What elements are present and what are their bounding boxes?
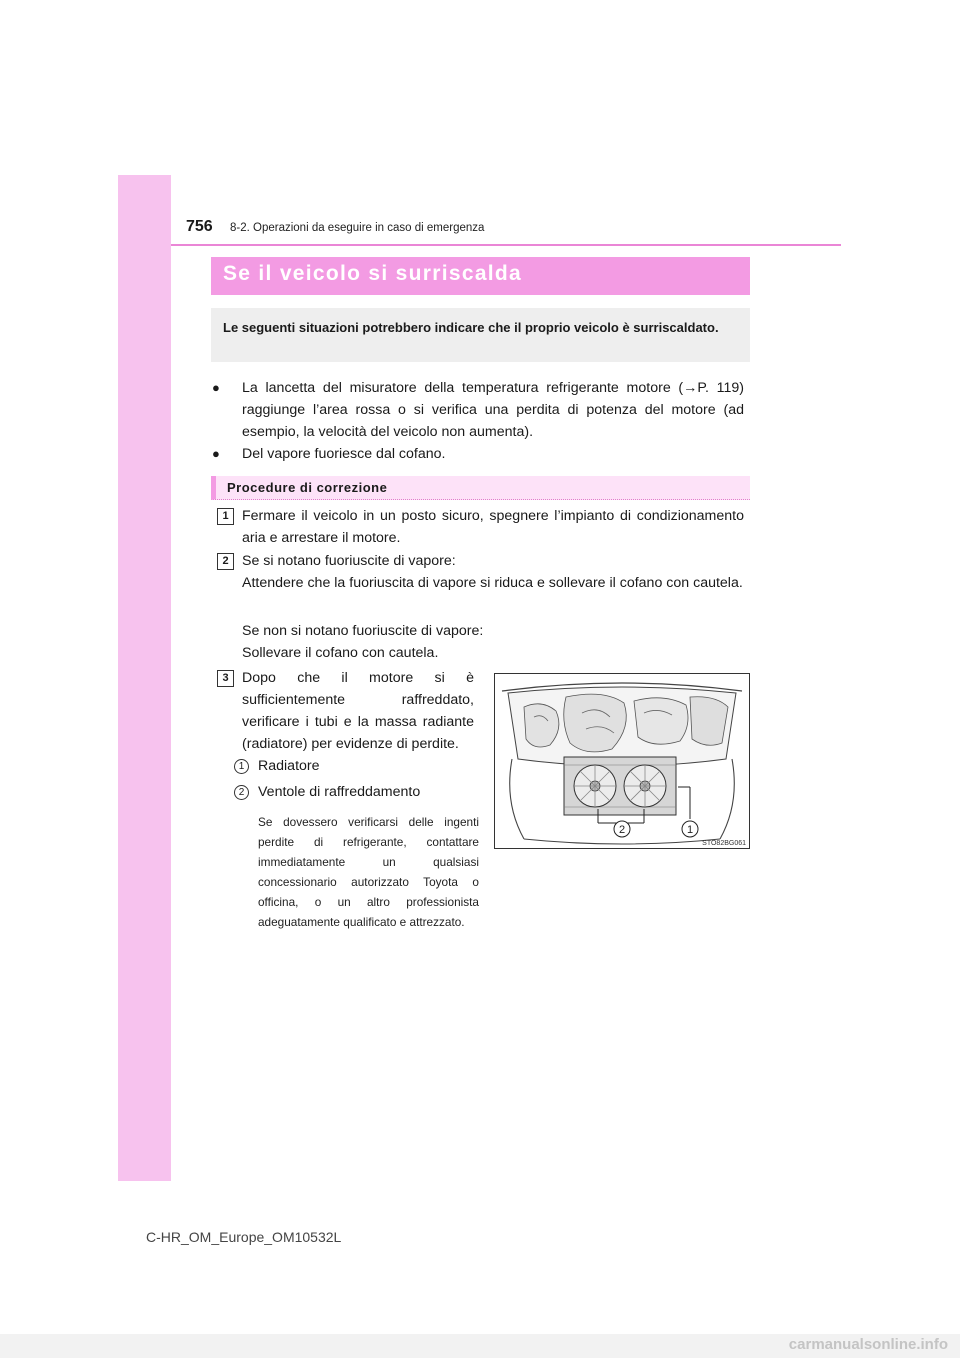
bullet-icon: ● [212, 446, 220, 461]
footer-code: C-HR_OM_Europe_OM10532L [146, 1229, 342, 1245]
step-2-line-2: Attendere che la fuoriuscita di vapore si riduca e sollevare il cofano con cautela. [242, 575, 743, 591]
callout-1: 1 [686, 824, 694, 836]
step-3-text: Dopo che il motore si è sufficientemente raffreddato, verificare i tubi e la massa radiante (radiatore) per evidenze di perdite. [242, 670, 474, 752]
legend-label-radiator: Radiatore [258, 758, 320, 774]
watermark-text: carmanualsonline.info [788, 1336, 948, 1353]
page-number: 756 [186, 218, 213, 235]
engine-bay-drawing [494, 673, 750, 849]
intro-box: Le seguenti situazioni potrebbero indicare che il proprio veicolo è surriscaldato. [211, 308, 750, 362]
header-rule [171, 244, 841, 246]
figure-code: STO82BG061 [702, 840, 746, 847]
chapter-title: 8-2. Operazioni da eseguire in caso di emergenza [230, 222, 485, 234]
step-2-line-4: Sollevare il cofano con cautela. [242, 645, 439, 661]
subsection-title: Procedure di correzione [211, 476, 750, 500]
step-1-text: Fermare il veicolo in un posto sicuro, spegnere l’impianto di condizionamento aria e arrestare il motore. [242, 508, 744, 546]
step-number-1: 1 [217, 508, 234, 525]
step-2-line-1: Se si notano fuoriuscite di vapore: [242, 553, 456, 569]
bullet-text-2: Del vapore fuoriesce dal cofano. [242, 446, 446, 462]
legend-marker-1: 1 [234, 759, 249, 774]
step-number-2: 2 [217, 553, 234, 570]
legend-label-fans: Ventole di raffreddamento [258, 784, 421, 800]
legend-marker-2: 2 [234, 785, 249, 800]
engine-bay-illustration [494, 673, 750, 849]
side-color-band [118, 175, 171, 1181]
coolant-leak-note: Se dovessero verificarsi delle ingenti perdite di refrigerante, contattare immediatamente un qualsiasi concessionario autorizzato Toyota o officina, o un altro professionista adeguatamente qualificato e attrezzato. [258, 815, 479, 929]
bullet-icon: ● [212, 380, 220, 395]
watermark-bar [0, 1334, 960, 1358]
bullet-text-1: La lancetta del misuratore della temperatura refrigerante motore (→P. 119) raggiunge l’area rossa o si verifica una perdita di potenza del motore (ad esempio, la velocità del veicolo non aumenta). [242, 380, 744, 440]
callout-2: 2 [618, 824, 626, 836]
step-2-line-3: Se non si notano fuoriuscite di vapore: [242, 623, 484, 639]
step-number-3: 3 [217, 670, 234, 687]
section-title: Se il veicolo si surriscalda [211, 257, 750, 295]
